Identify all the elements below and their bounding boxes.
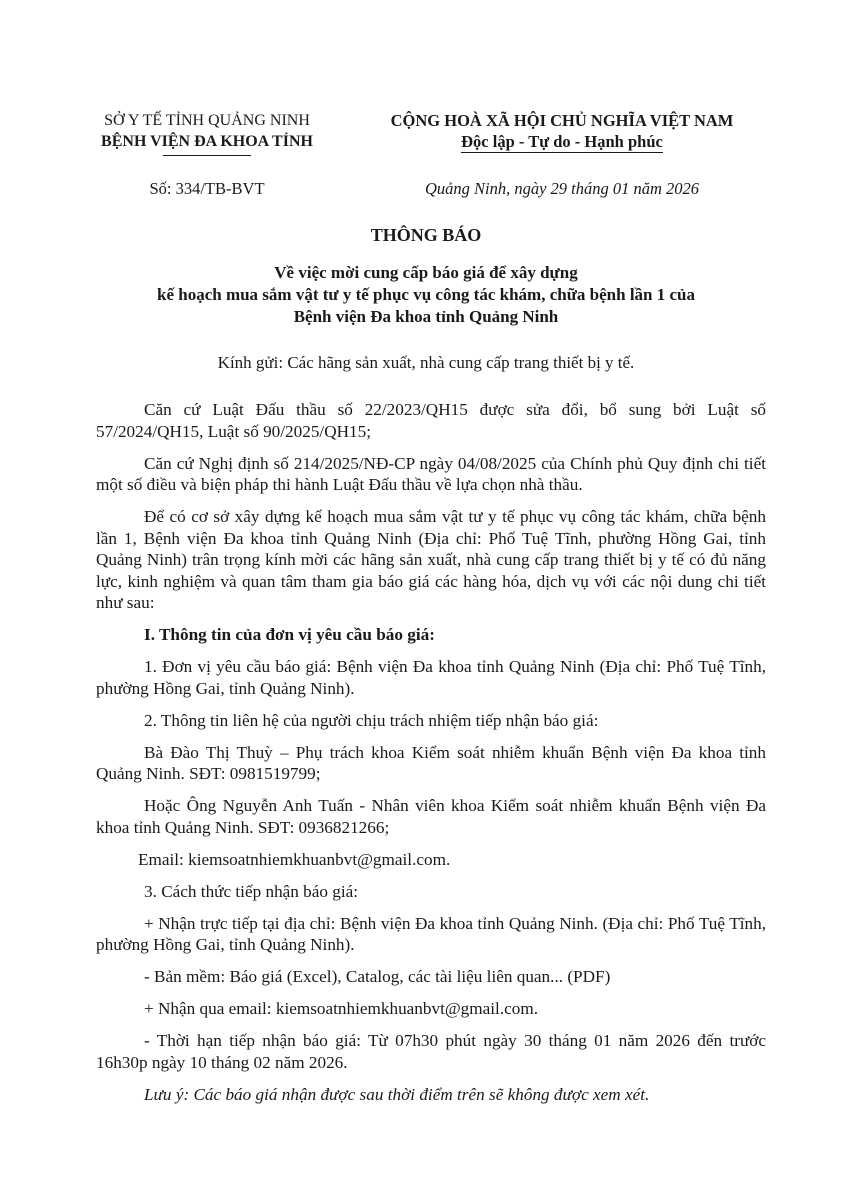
national-title: CỘNG HOÀ XÃ HỘI CHỦ NGHĨA VIỆT NAM [390, 111, 734, 130]
contact-person-2: Hoặc Ông Nguyễn Anh Tuấn - Nhân viên khoa Kiểm soát nhiễm khuẩn Bệnh viện Đa khoa tỉnh Quảng Ninh. SĐT: 0936821266; [96, 796, 766, 837]
document-subject [0, 262, 852, 328]
requesting-unit: 1. Đơn vị yêu cầu báo giá: Bệnh viện Đa khoa tỉnh Quảng Ninh (Địa chỉ: Phố Tuệ Tĩnh, phường Hồng Gai, tỉnh Quảng Ninh). [96, 657, 766, 698]
receipt-method-softcopy: - Bản mềm: Báo giá (Excel), Catalog, các tài liệu liên quan... (PDF) [144, 967, 611, 986]
document-number: Số: 334/TB-BVT [149, 179, 265, 198]
receipt-method-heading: 3. Cách thức tiếp nhận báo giá: [144, 881, 359, 901]
subject-line-2: kế hoạch mua sắm vật tư y tế phục vụ công tác khám, chữa bệnh lần 1 của [156, 285, 695, 304]
document-body [96, 399, 766, 1116]
late-submission-note: Lưu ý: Các báo giá nhận được sau thời điểm trên sẽ không được xem xét. [144, 1084, 650, 1104]
invitation-paragraph: Để có cơ sở xây dựng kế hoạch mua sắm vật tư y tế phục vụ công tác khám, chữa bệnh lần 1, Bệnh viện Đa khoa tỉnh Quảng Ninh (Địa chỉ: Phố Tuệ Tĩnh, phường Hồng Gai, tỉnh Quảng Ninh) trân trọng kính mời các hãng sản xuất, nhà cung cấp trang thiết bị y tế có đủ năng lực, kinh nghiệm và quan tâm tham gia báo giá các hàng hóa, dịch vụ với các nội dung chi tiết như sau: [96, 507, 766, 612]
legal-basis-2: Căn cứ Nghị định số 214/2025/NĐ-CP ngày 04/08/2025 của Chính phủ Quy định chi tiết một số điều và biện pháp thi hành Luật Đấu thầu về lựa chọn nhà thầu. [96, 453, 766, 494]
section-heading-1: I. Thông tin của đơn vị yêu cầu báo giá: [144, 625, 435, 644]
receipt-method-direct: + Nhận trực tiếp tại địa chỉ: Bệnh viện Đa khoa tỉnh Quảng Ninh. (Địa chỉ: Phố Tuệ Tĩnh, phường Hồng Gai, tỉnh Quảng Ninh). [96, 913, 766, 954]
motto-text: Độc lập - Tự do - Hạnh phúc [461, 132, 663, 151]
receipt-method-email: + Nhận qua email: kiemsoatnhiemkhuanbvt@gmail.com. [144, 999, 539, 1018]
national-motto [352, 131, 772, 152]
legal-basis-1: Căn cứ Luật Đấu thầu số 22/2023/QH15 được sửa đổi, bổ sung bởi Luật số 57/2024/QH15, Luật số 90/2025/QH15; [96, 400, 766, 441]
receipt-deadline: - Thời hạn tiếp nhận báo giá: Từ 07h30 phút ngày 30 tháng 01 năm 2026 đến trước 16h30p ngày 10 tháng 02 năm 2026. [96, 1031, 766, 1072]
greeting: Kính gửi: Các hãng sản xuất, nhà cung cấp trang thiết bị y tế. [217, 353, 635, 372]
contact-email: Email: kiemsoatnhiemkhuanbvt@gmail.com. [138, 849, 451, 869]
document-title: THÔNG BÁO [370, 225, 482, 245]
issuing-agency-block [72, 110, 342, 156]
contact-person-1: Bà Đào Thị Thuỳ – Phụ trách khoa Kiểm soát nhiễm khuẩn Bệnh viện Đa khoa tỉnh Quảng Ninh. SĐT: 0981519799; [96, 742, 766, 783]
contact-heading: 2. Thông tin liên hệ của người chịu trách nhiệm tiếp nhận báo giá: [144, 710, 599, 730]
issuing-agency: BỆNH VIỆN ĐA KHOA TỈNH [101, 133, 313, 150]
document-date: Quảng Ninh, ngày 29 tháng 01 năm 2026 [424, 179, 700, 198]
subject-line-3: Bệnh viện Đa khoa tỉnh Quảng Ninh [293, 307, 559, 326]
parent-agency: SỞ Y TẾ TỈNH QUẢNG NINH [104, 112, 310, 129]
agency-underline [163, 155, 251, 156]
national-motto-block [352, 110, 772, 152]
subject-line-1: Về việc mời cung cấp báo giá để xây dựng [274, 263, 578, 282]
